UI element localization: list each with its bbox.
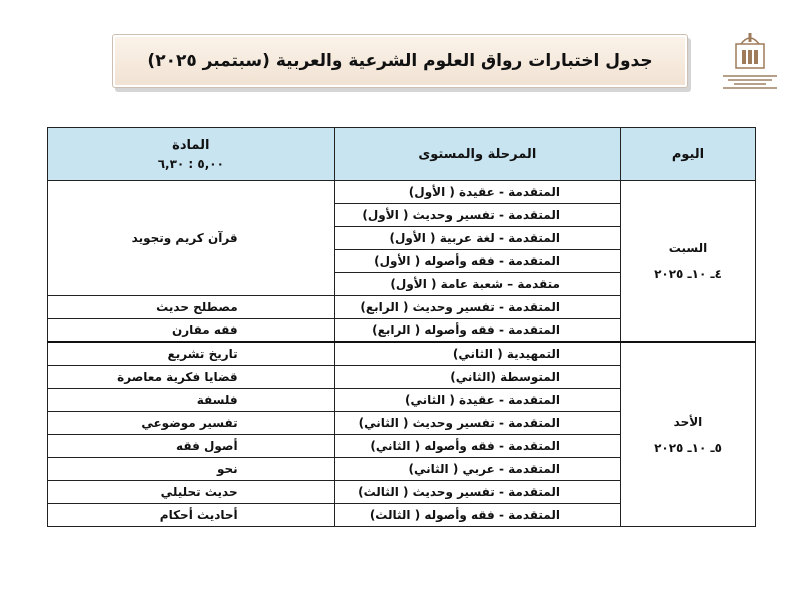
- subject-cell: فلسفة: [48, 389, 335, 412]
- level-cell: المتقدمة - عربي ( الثاني): [334, 458, 620, 481]
- subject-cell: تاريخ تشريع: [48, 342, 335, 366]
- day-sunday: [620, 342, 755, 527]
- header-subject-label: المادة: [172, 137, 210, 153]
- level-cell: المتوسطة (الثاني): [334, 366, 620, 389]
- header-day: اليوم: [620, 128, 755, 181]
- exam-schedule-table: [47, 127, 756, 527]
- al-azhar-logo: [721, 30, 779, 100]
- level-cell: المتقدمة - فقه وأصوله ( الثاني): [334, 435, 620, 458]
- level-cell: المتقدمة - تفسير وحديث ( الثالث): [334, 481, 620, 504]
- day-saturday: [620, 181, 755, 343]
- level-cell: المتقدمة - فقه وأصوله ( الثالث): [334, 504, 620, 527]
- level-cell: المتقدمة - تفسير وحديث ( الثاني): [334, 412, 620, 435]
- level-cell: المتقدمة - لغة عربية ( الأول): [334, 227, 620, 250]
- day-name: الأحد: [673, 414, 703, 429]
- table-row: [48, 181, 756, 204]
- al-azhar-emblem-icon: [733, 30, 767, 70]
- page-title: جدول اختبارات رواق العلوم الشرعية والعربية (سبتمبر ٢٠٢٥): [112, 34, 688, 88]
- level-cell: المتقدمة - تفسير وحديث ( الأول): [334, 204, 620, 227]
- subject-cell: تفسير موضوعي: [48, 412, 335, 435]
- subject-cell: حديث تحليلي: [48, 481, 335, 504]
- subject-cell-merged: قرآن كريم وتجويد: [48, 181, 335, 296]
- level-cell: المتقدمة - عقيدة ( الثاني): [334, 389, 620, 412]
- header-subject: [48, 128, 335, 181]
- subject-cell: نحو: [48, 458, 335, 481]
- subject-cell: مصطلح حديث: [48, 296, 335, 319]
- subject-cell: أحاديث أحكام: [48, 504, 335, 527]
- day-date: ٥ـ ١٠ـ ٢٠٢٥: [654, 440, 722, 455]
- header-time: ٥,٠٠ : ٦,٣٠: [157, 156, 224, 171]
- header-level: المرحلة والمستوى: [334, 128, 620, 181]
- level-cell: متقدمة – شعبة عامة ( الأول): [334, 273, 620, 296]
- day-name: السبت: [668, 241, 708, 255]
- level-cell: التمهيدية ( الثاني): [334, 342, 620, 366]
- subject-cell: أصول فقه: [48, 435, 335, 458]
- day-date: ٤ـ ١٠ـ ٢٠٢٥: [654, 267, 722, 281]
- subject-cell: قضايا فكرية معاصرة: [48, 366, 335, 389]
- level-cell: المتقدمة - فقه وأصوله ( الرابع): [334, 319, 620, 343]
- level-cell: المتقدمة - عقيدة ( الأول): [334, 181, 620, 204]
- table-header-row: [48, 128, 756, 181]
- subject-cell: فقه مقارن: [48, 319, 335, 343]
- logo-caption-lines: [723, 73, 777, 91]
- level-cell: المتقدمة - تفسير وحديث ( الرابع): [334, 296, 620, 319]
- table-row: [48, 342, 756, 366]
- level-cell: المتقدمة - فقه وأصوله ( الأول): [334, 250, 620, 273]
